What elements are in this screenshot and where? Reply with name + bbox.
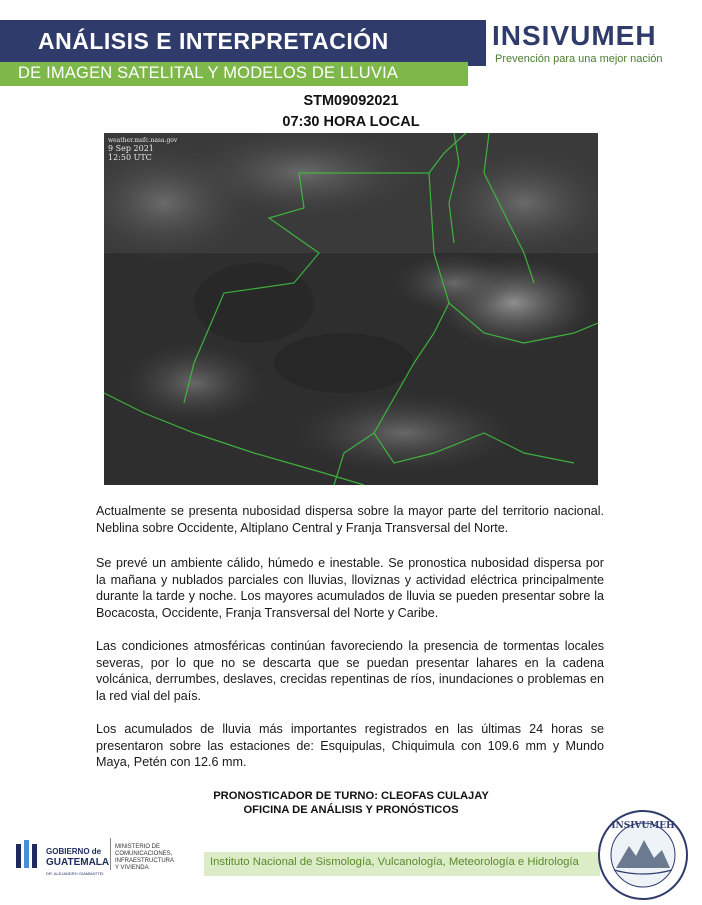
ministry-line: Y VIVIENDA [115, 865, 149, 871]
seal-title: INSIVUMEH [611, 821, 675, 831]
office-line: OFICINA DE ANÁLISIS Y PRONÓSTICOS [243, 804, 459, 816]
insivumeh-seal-icon [594, 808, 692, 905]
satellite-source: weather.msfc.nasa.gov [108, 137, 178, 144]
forecaster-line: PRONOSTICADOR DE TURNO: CLEOFAS CULAJAY [213, 790, 489, 802]
paragraph-4: Los acumulados de lluvia más importantes registrados en las últimas 24 horas se presentaron sobre las estaciones de: Esquipulas, Chiquimula con 109.6 mm y Mundo Maya, Petén con 12.6 mm. [96, 722, 604, 769]
gov-line-1: GOBIERNO de [46, 847, 102, 856]
paragraph-2: Se prevé un ambiente cálido, húmedo e inestable. Se pronostica nubosidad dispersa por la mañana y nublados parciales con lluvias, lloviznas y actividad eléctrica principalmente durante la tarde y noche. Los mayores acumulados de lluvia se pueden presentar sobre la Bocacosta, Occidente, Franja Transversal del Norte y Caribe. [96, 556, 604, 620]
gov-line-2: GUATEMALA [46, 857, 110, 868]
paragraph-1: Actualmente se presenta nubosidad dispersa sobre la mayor parte del territorio nacional. Neblina sobre Occidente, Altiplano Central y Franja Transversal del Norte. [96, 504, 604, 535]
satellite-date: 9 Sep 2021 [108, 144, 154, 153]
brand-tagline: Prevención para una mejor nación [495, 53, 663, 65]
ministry-line: INFRAESTRUCTURA [115, 858, 175, 864]
paragraph-3: Las condiciones atmosféricas continúan favoreciendo la presencia de tormentas locales severas, por lo que no se descarta que se puedan presentar lahares en la cadena volcánica, derrumbes, deslaves, crecidas repentinas de ríos, inundaciones o problemas en la red vial del país. [96, 639, 604, 703]
footer-divider [110, 838, 111, 870]
report-code: STM09092021 [303, 93, 399, 109]
ministry-text [115, 844, 174, 872]
satellite-image [104, 133, 598, 485]
ministry-line: MINISTERIO DE [115, 844, 161, 850]
report-time: 07:30 HORA LOCAL [282, 114, 420, 130]
government-logo-text [46, 846, 109, 868]
header-subtitle: DE IMAGEN SATELITAL Y MODELOS DE LLUVIA [18, 64, 399, 82]
institute-name: Instituto Nacional de Sismología, Vulcanología, Meteorología e Hidrología [210, 856, 579, 868]
brand-logo-text: INSIVUMEH [492, 20, 657, 51]
satellite-timestamp [108, 137, 177, 162]
ministry-line: COMUNICACIONES, [115, 851, 173, 857]
satellite-utc: 12:50 UTC [108, 153, 152, 162]
header-title: ANÁLISIS E INTERPRETACIÓN [38, 28, 389, 54]
gov-president: DR. ALEJANDRO GIAMMATTEI [46, 871, 104, 876]
guatemala-logo-icon [16, 840, 42, 875]
